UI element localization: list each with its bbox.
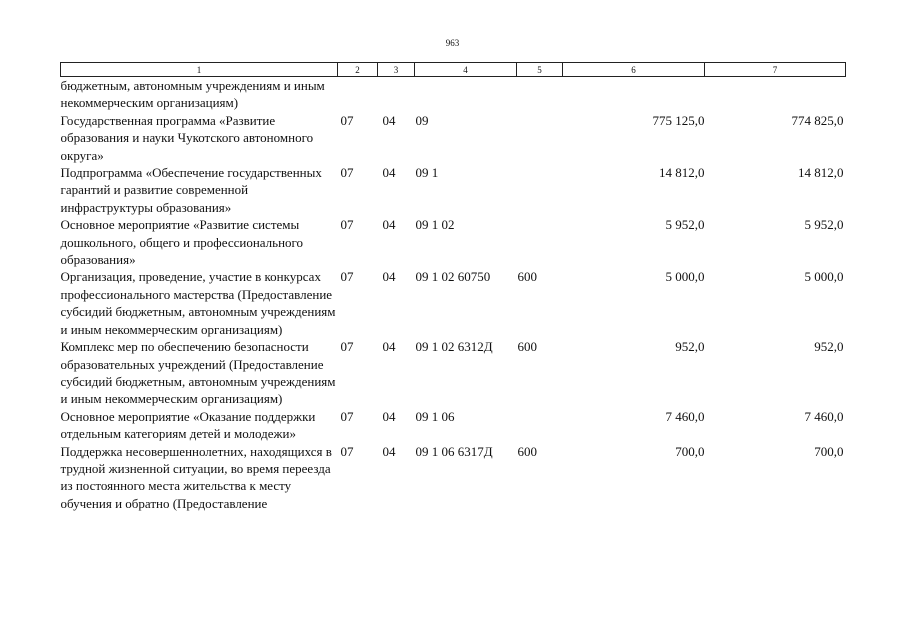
row-amount-1: 952,0 <box>675 339 705 355</box>
row-amount-2: 700,0 <box>814 443 844 459</box>
table-row <box>61 216 846 268</box>
row-section: 07 <box>340 339 354 355</box>
row-amount-2: 952,0 <box>814 339 844 355</box>
row-name: Поддержка несовершеннолетних, находящихся в трудной жизненной ситуации, во время переезда из постоянного места жительства к месту обучения и обратно (Предоставление <box>60 443 332 511</box>
table-row <box>61 408 846 443</box>
row-amount-1: 7 460,0 <box>665 408 705 424</box>
table-row <box>61 77 846 112</box>
row-amount-1: 14 812,0 <box>659 165 705 181</box>
row-expense-type <box>517 216 563 268</box>
row-target-code: 09 1 02 6312Д <box>415 339 493 355</box>
row-amount-2: 5 000,0 <box>804 269 844 285</box>
row-name: Подпрограмма «Обеспечение государственных гарантий и развитие современной инфраструктуры образования» <box>60 165 322 215</box>
header-col-5: 5 <box>517 63 563 77</box>
row-amount-1: 700,0 <box>675 443 705 459</box>
row-subsection: 04 <box>382 165 396 181</box>
row-target-code: 09 1 02 <box>415 217 455 233</box>
row-amount-2 <box>705 77 846 112</box>
row-target-code <box>415 77 517 112</box>
row-section: 07 <box>340 165 354 181</box>
row-expense-type <box>517 164 563 216</box>
row-subsection: 04 <box>382 217 396 233</box>
table-row <box>61 268 846 338</box>
table-body <box>61 77 846 513</box>
row-amount-2: 774 825,0 <box>791 112 844 128</box>
row-expense-type: 600 <box>517 443 537 459</box>
row-subsection: 04 <box>382 112 396 128</box>
page-number: 963 <box>445 38 460 48</box>
row-amount-1: 5 952,0 <box>665 217 705 233</box>
row-section: 07 <box>340 217 354 233</box>
row-target-code: 09 <box>415 112 429 128</box>
table-header <box>61 63 846 77</box>
row-amount-2: 5 952,0 <box>804 217 844 233</box>
header-col-6: 6 <box>563 63 705 77</box>
table-row <box>61 338 846 408</box>
row-expense-type: 600 <box>517 339 537 355</box>
table-row <box>61 164 846 216</box>
header-col-1: 1 <box>61 63 338 77</box>
row-name: Основное мероприятие «Оказание поддержки отдельным категориям детей и молодежи» <box>60 408 316 442</box>
row-subsection: 04 <box>382 339 396 355</box>
budget-table-container <box>60 62 845 512</box>
row-expense-type <box>517 77 563 112</box>
row-expense-type <box>517 112 563 164</box>
row-target-code: 09 1 <box>415 165 439 181</box>
row-subsection: 04 <box>382 443 396 459</box>
row-subsection: 04 <box>382 269 396 285</box>
row-subsection <box>378 77 415 112</box>
header-col-3: 3 <box>378 63 415 77</box>
row-name: Основное мероприятие «Развитие системы дошкольного, общего и профессионального образования» <box>60 217 304 268</box>
table-row <box>61 112 846 164</box>
header-row <box>61 63 846 77</box>
row-section: 07 <box>340 408 354 424</box>
row-name: бюджетным, автономным учреждениям и иным некоммерческим организациям) <box>60 78 325 111</box>
row-amount-1 <box>563 77 705 112</box>
row-name: Комплекс мер по обеспечению безопасности образовательных учреждений (Предоставление субсидий бюджетным, автономным учреждениям и иным некоммерческим организациям) <box>60 339 336 407</box>
row-subsection: 04 <box>382 408 396 424</box>
row-target-code: 09 1 06 <box>415 408 455 424</box>
row-amount-2: 7 460,0 <box>804 408 844 424</box>
row-name: Государственная программа «Развитие образования и науки Чукотского автономного округа» <box>60 112 314 163</box>
row-section: 07 <box>340 112 354 128</box>
row-amount-1: 5 000,0 <box>665 269 705 285</box>
header-col-4: 4 <box>415 63 517 77</box>
row-section: 07 <box>340 443 354 459</box>
row-expense-type <box>517 408 563 443</box>
row-amount-1: 775 125,0 <box>652 112 705 128</box>
budget-table <box>60 62 846 512</box>
table-row <box>61 443 846 513</box>
row-expense-type: 600 <box>517 269 537 285</box>
row-section: 07 <box>340 269 354 285</box>
row-amount-2: 14 812,0 <box>798 165 844 181</box>
row-name: Организация, проведение, участие в конкурсах профессионального мастерства (Предоставление субсидий бюджетным, автономным учреждениям и иным некоммерческим организациям) <box>60 269 336 337</box>
header-col-7: 7 <box>705 63 846 77</box>
row-target-code: 09 1 02 60750 <box>415 269 491 285</box>
row-target-code: 09 1 06 6317Д <box>415 443 493 459</box>
row-section <box>338 77 378 112</box>
header-col-2: 2 <box>338 63 378 77</box>
